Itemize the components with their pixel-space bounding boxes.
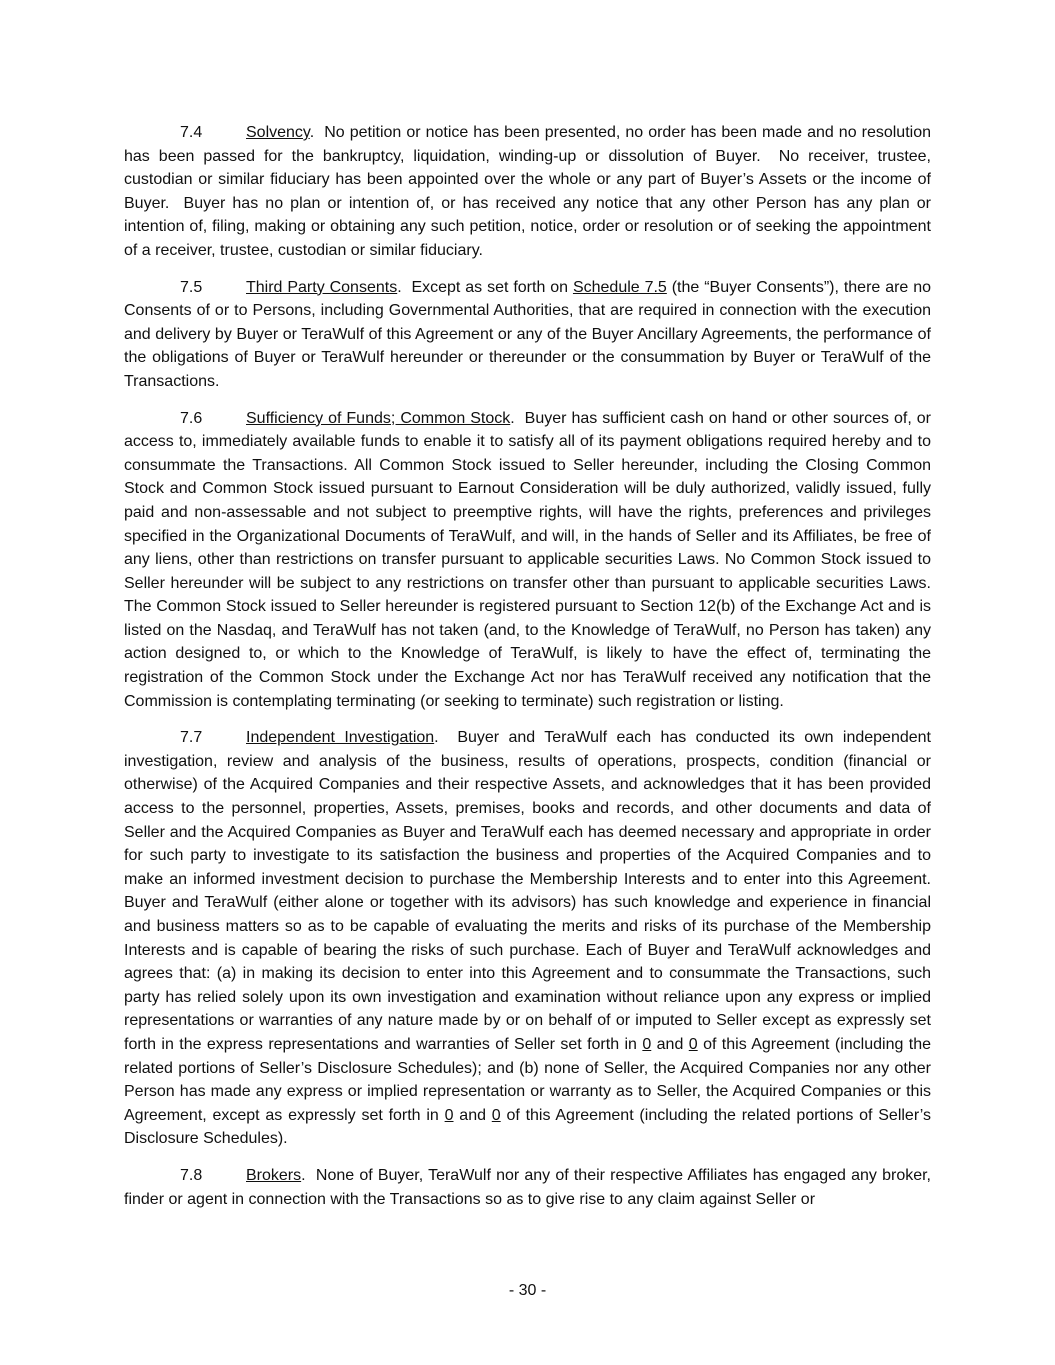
body-text: . Buyer has sufficient cash on hand or other sources of, or access to, immediately available funds to enable it to satisfy all of its payment obligations required hereby and to consummate the Transactions. All Common Stock issued to Seller hereunder, including the Closing Common Stock and Common Stock issued pursuant to Earnout Consideration will be duly authorized, validly issued, fully paid and non-assessable and not subject to preemptive rights, will have the rights, preferences and privileges specified in the Organizational Documents of TeraWulf, and will, in the hands of Seller and its Affiliates, be free of any liens, other than restrictions on transfer pursuant to applicable securities Laws. No Common Stock issued to Seller hereunder will be subject to any restrictions on transfer other than pursuant to applicable securities Laws. The Common Stock issued to Seller hereunder is registered pursuant to Section 12(b) of the Exchange Act and is listed on the Nasdaq, and TeraWulf has not taken (and, to the Knowledge of TeraWulf, no Person has taken) any action designed to, or which to the Knowledge of TeraWulf, is likely to have the effect of, terminating the registration of the Common Stock under the Exchange Act nor has TeraWulf received any notification that the Commission is contemplating terminating (or seeking to terminate) such registration or listing.: [124, 409, 932, 710]
cross-reference: 0: [642, 1035, 652, 1053]
section-paragraph-7.7: [124, 726, 931, 1151]
section-heading: Sufficiency of Funds; Common Stock: [246, 409, 511, 427]
body-text: of this Agreement (including the related portions of Seller’s Disclosure Schedules).: [124, 1106, 932, 1148]
section-number: 7.7: [180, 729, 203, 747]
cross-reference: Schedule 7.5: [572, 278, 667, 296]
cross-reference: 0: [688, 1035, 698, 1053]
body-text: . No petition or notice has been presented, no order has been made and no resolution has been passed for the bankruptcy, liquidation, winding-up or dissolution of Buyer. No receiver, trustee, custodian or similar fiduciary has been appointed over the whole or any part of Buyer’s Assets or the income of Buyer. Buyer has no plan or intention of, or has received any notice that any other Person has any plan or intention of, filing, making or obtaining any such petition, notice, order or resolution or of seeking the appointment of a receiver, trustee, custodian or similar fiduciary.: [124, 124, 931, 259]
section-number: 7.6: [180, 409, 203, 427]
section-number: 7.5: [180, 278, 203, 296]
section-number: 7.4: [180, 124, 203, 141]
body-text: . Buyer and TeraWulf each has conducted its own independent investigation, review and analysis of the business, results of operations, prospects, condition (financial or otherwise) of the Acquired Companies and their respective Assets, and acknowledges that it has been provided access to the personnel, properties, Assets, premises, books and records, and other documents and data of Seller and the Acquired Companies as Buyer and TeraWulf each has deemed necessary and appropriate in order for such party to investigate to its satisfaction the business and properties of the Acquired Companies and to make an informed investment decision to purchase the Membership Interests and to enter into this Agreement. Buyer and TeraWulf (either alone or together with its advisors) has such knowledge and experience in financial and business matters so as to be capable of evaluating the merits and risks of its purchase of the Membership Interests and is capable of bearing the risks of such purchase. Each of Buyer and TeraWulf acknowledges and agrees that: (a) in making its decision to enter into this Agreement and to consummate the Transactions, such party has relied solely upon its own investigation and examination without reliance upon any express or implied representations or warranties of any nature made by or on behalf of or imputed to Seller except as expressly set forth in the express representations and warranties of Seller set forth in: [124, 729, 931, 1053]
cross-reference: 0: [444, 1106, 454, 1124]
section-heading: Solvency: [246, 124, 310, 141]
section-paragraph-7.6: [124, 407, 931, 714]
section-paragraph-7.5: [124, 276, 931, 394]
section-number: 7.8: [180, 1166, 203, 1184]
section-heading: Third Party Consents: [246, 278, 398, 296]
section-heading: Independent Investigation: [246, 729, 435, 747]
body-text: and: [453, 1106, 492, 1124]
document-body: [124, 121, 931, 1224]
body-text: . None of Buyer, TeraWulf nor any of their respective Affiliates has engaged any broker, finder or agent in connection with the Transactions so as to give rise to any claim against Seller or: [124, 1166, 931, 1208]
cross-reference: 0: [491, 1106, 501, 1124]
section-paragraph-7.8: [124, 1164, 931, 1211]
section-paragraph-7.4: [124, 121, 931, 263]
body-text: . Except as set forth on: [397, 278, 573, 296]
page-number: - 30 -: [508, 1282, 547, 1299]
body-text: (the “Buyer Consents”), there are no Consents of or to Persons, including Governmental Authorities, that are required in connection with the execution and delivery by Buyer or TeraWulf of this Agreement or any of the Buyer Ancillary Agreements, the performance of the obligations of Buyer or TeraWulf hereunder or thereunder or the consummation by Buyer or TeraWulf of the Transactions.: [124, 278, 932, 390]
body-text: and: [651, 1035, 689, 1053]
section-heading: Brokers: [246, 1166, 302, 1184]
body-text: of this Agreement (including the related portions of Seller’s Disclosure Schedules); and (b) none of Seller, the Acquired Companies nor any other Person has made any express or implied representation or warranty as to Seller, the Acquired Companies or this Agreement, except as expressly set forth in: [124, 1035, 932, 1124]
